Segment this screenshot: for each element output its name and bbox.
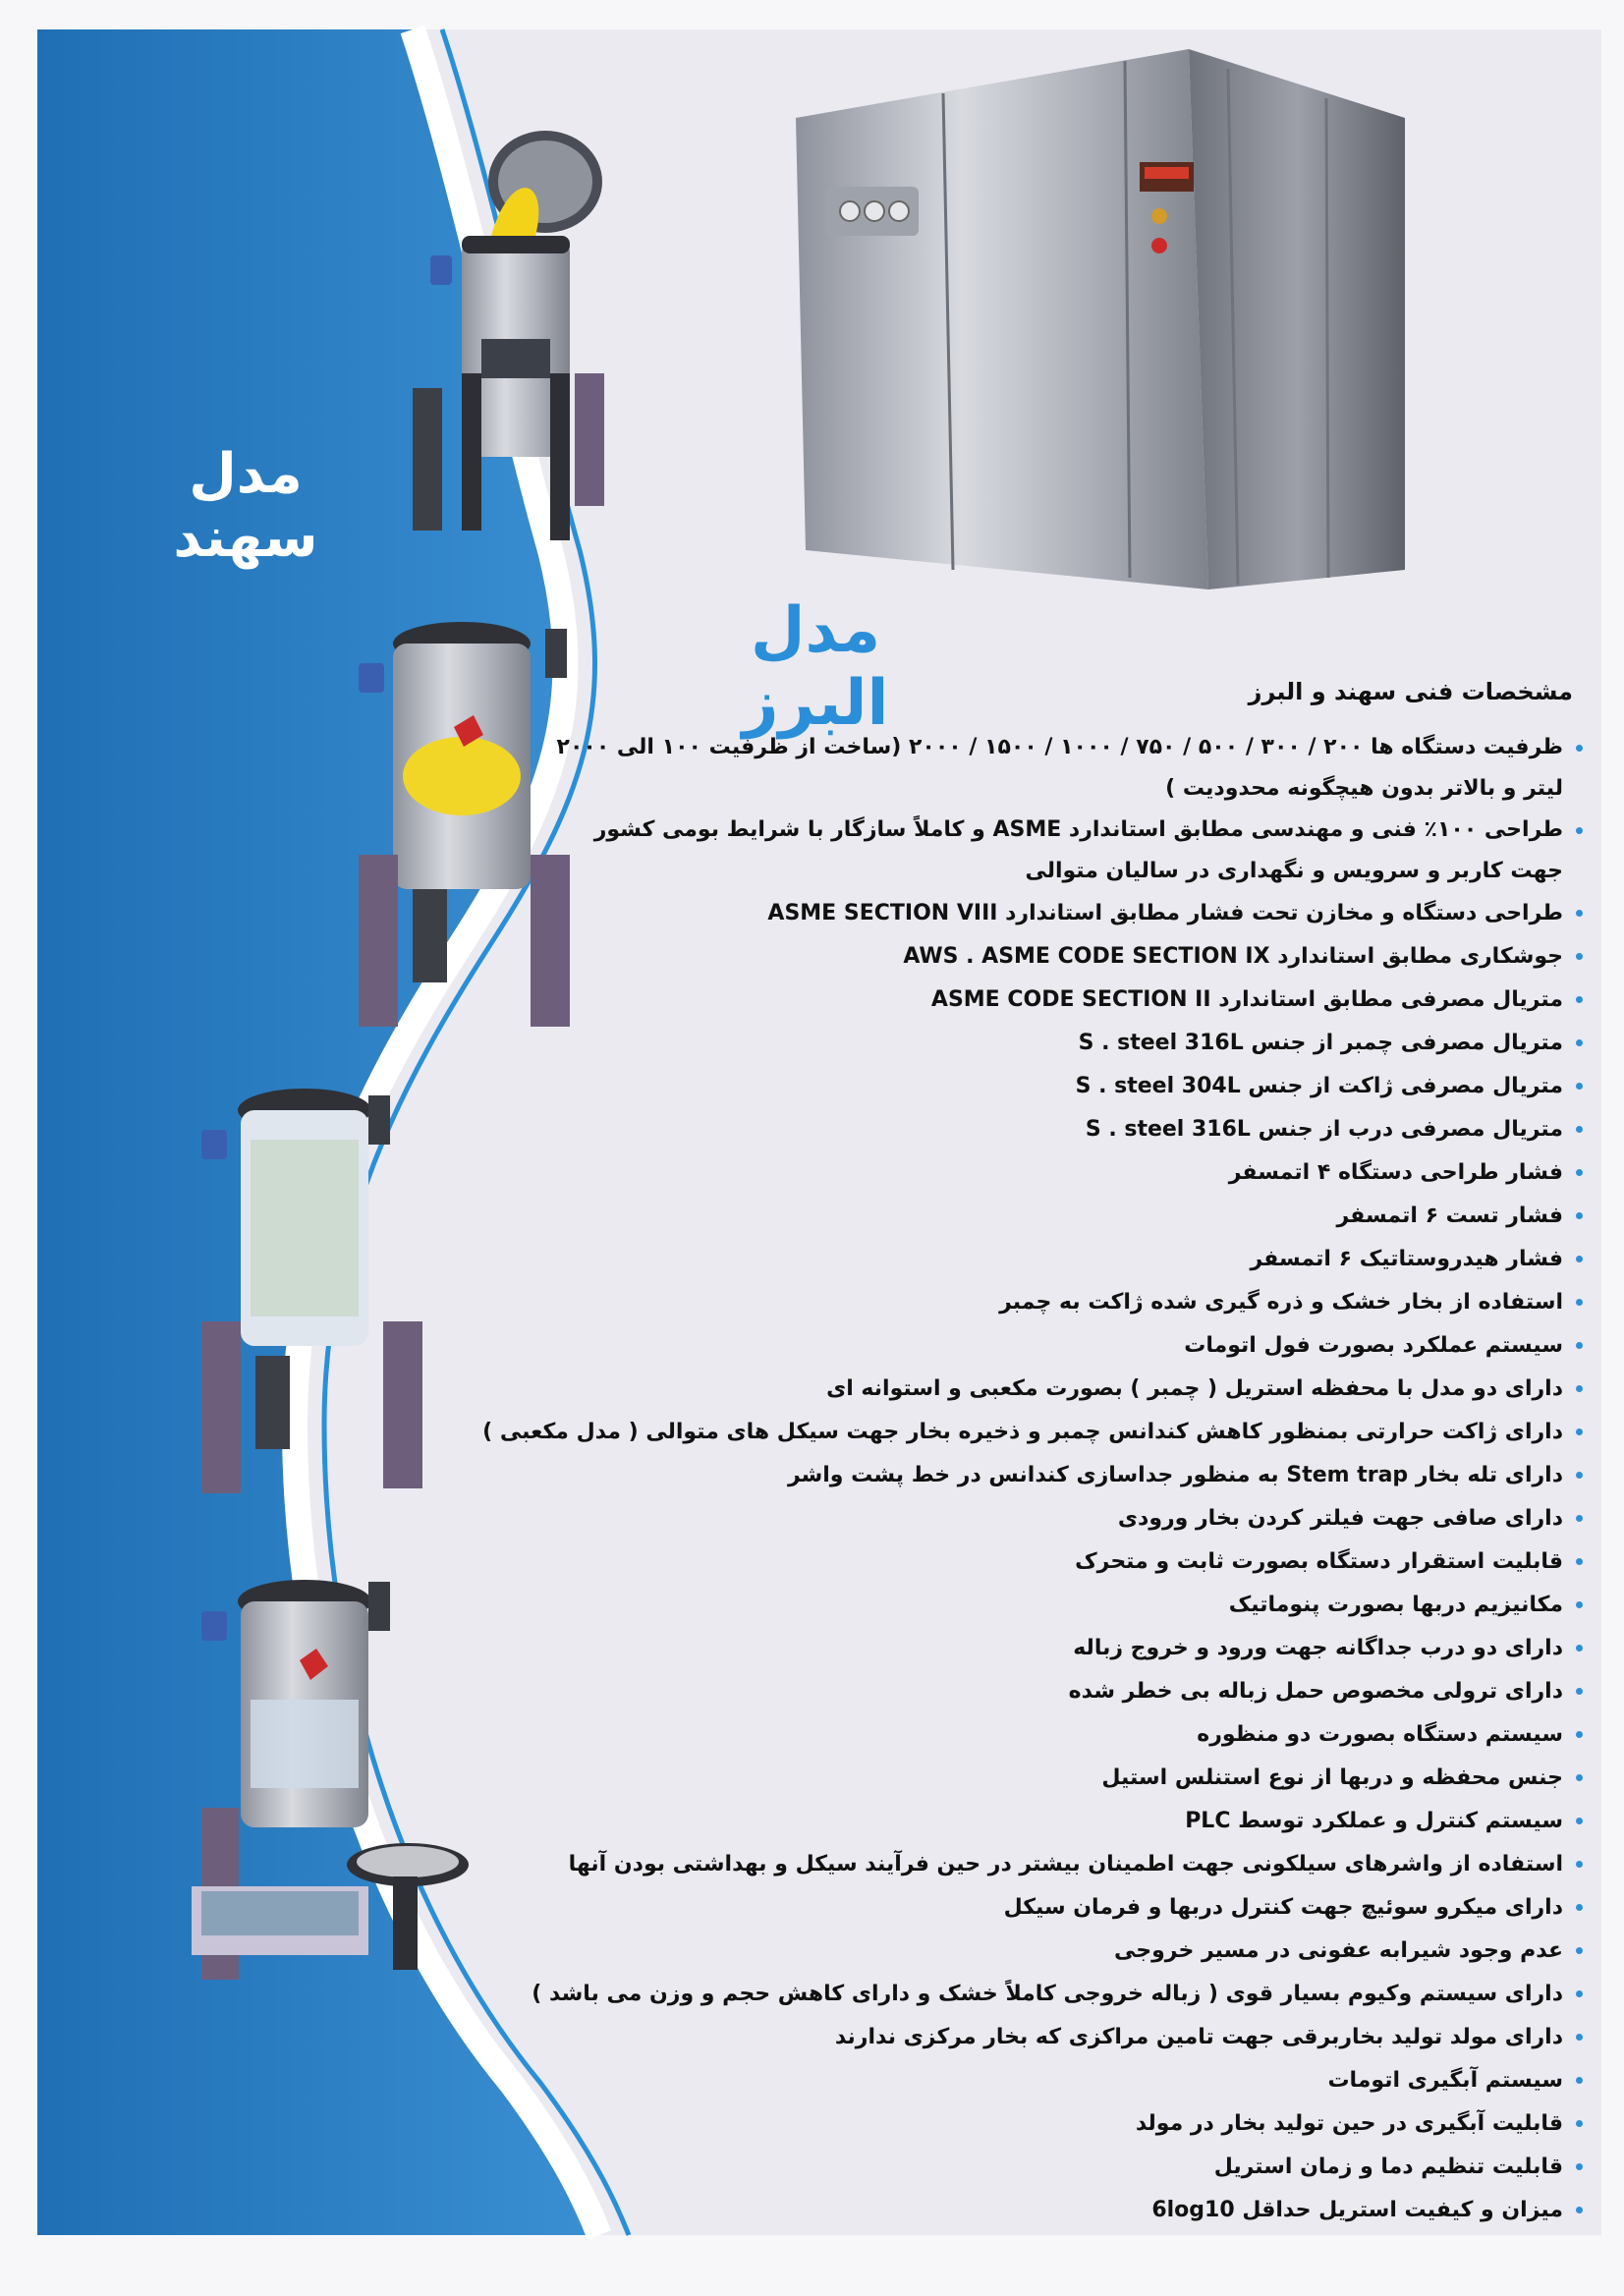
spec-item: متریال مصرفی چمبر از جنس S . steel 316L [543, 1022, 1585, 1065]
spec-item: دارای دو مدل با محفظه استریل ( چمبر ) بصورت مکعبی و استوانه ای [543, 1368, 1585, 1411]
spec-item: سیستم کنترل و عملکرد توسط PLC [543, 1800, 1585, 1843]
spec-item: طراحی دستگاه و مخازن تحت فشار مطابق استاندارد ASME SECTION VIII [543, 892, 1585, 935]
spec-item: دارای میکرو سوئیچ جهت کنترل دربها و فرمان سیکل [543, 1886, 1585, 1930]
title-sahand-model: مدل سهند [173, 442, 318, 570]
spec-item: دارای ترولی مخصوص حمل زباله بی خطر شده [543, 1670, 1585, 1713]
spec-item: متریال مصرفی درب از جنس S . steel 316L [543, 1108, 1585, 1151]
spec-item: دارای صافی جهت فیلتر کردن بخار ورودی [543, 1497, 1585, 1540]
spec-item: دارای ژاکت حرارتی بمنظور کاهش کندانس چمبر و ذخیره بخار جهت سیکل های متوالی ( مدل مکعبی ) [543, 1411, 1585, 1454]
spec-item: طراحی ۱۰۰٪ فنی و مهندسی مطابق استاندارد ASME و کاملاً سازگار با شرایط بومی کشور جهت کاربر و سرویس و نگهداری در سالیان متوالی [543, 810, 1585, 892]
spec-item: دارای دو درب جداگانه جهت ورود و خروج زباله [543, 1627, 1585, 1670]
spec-item: استفاده از واشرهای سیلکونی جهت اطمینان بیشتر در حین فرآیند سیکل و بهداشتی بودن آنها [543, 1843, 1585, 1886]
spec-item: جوشکاری مطابق استاندارد AWS . ASME CODE SECTION IX [543, 935, 1585, 979]
spec-item: میزان و کیفیت استریل حداقل 6log10 [543, 2189, 1585, 2232]
spec-item: فشار هیدروستاتیک ۶ اتمسفر [543, 1238, 1585, 1281]
spec-item: استفاده از بخار خشک و ذره گیری شده ژاکت به چمبر [543, 1281, 1585, 1324]
spec-item: قابلیت تنظیم دما و زمان استریل [543, 2146, 1585, 2189]
spec-item: قابلیت آبگیری در حین تولید بخار در مولد [543, 2102, 1585, 2146]
spec-item: دارای مولد تولید بخاربرقی جهت تامین مراکزی که بخار مرکزی ندارند [543, 2016, 1585, 2059]
spec-item: جنس محفظه و دربها از نوع استنلس استیل [543, 1757, 1585, 1800]
spec-item: مکانیزیم دربها بصورت پنوماتیک [543, 1584, 1585, 1627]
spec-item: عدم وجود شیرابه عفونی در مسیر خروجی [543, 1930, 1585, 1973]
spec-item: فشار طراحی دستگاه ۴ اتمسفر [543, 1151, 1585, 1195]
title-alborz-model: مدل البرز [742, 594, 889, 740]
spec-item: متریال مصرفی ژاکت از جنس S . steel 304L [543, 1065, 1585, 1108]
spec-item: متریال مصرفی مطابق استاندارد ASME CODE SECTION II [543, 979, 1585, 1022]
spec-item: سیستم آبگیری اتومات [543, 2059, 1585, 2102]
spec-item: ظرفیت دستگاه ها ۲۰۰ / ۳۰۰ / ۵۰۰ / ۷۵۰ / ۱۰۰۰ / ۱۵۰۰ / ۲۰۰۰ (ساخت از ظرفیت ۱۰۰ الی ۲۰۰۰ لیتر و بالاتر بدون هیچگونه محدودیت ) [543, 727, 1585, 810]
specs-heading: مشخصات فنی سهند و البرز [1248, 678, 1573, 705]
spec-item: دارای سیستم وکیوم بسیار قوی ( زباله خروجی کاملاً خشک و دارای کاهش حجم و وزن می باشد ) [543, 1973, 1585, 2016]
cabinet-autoclave-image [776, 39, 1405, 629]
specs-list [482, 727, 1585, 2232]
spec-item: قابلیت استقرار دستگاه بصورت ثابت و متحرک [543, 1540, 1585, 1584]
spec-item: فشار تست ۶ اتمسفر [543, 1195, 1585, 1238]
spec-item: دارای تله بخار Stem trap به منظور جداسازی کندانس در خط پشت واشر [543, 1454, 1585, 1497]
spec-item: سیستم دستگاه بصورت دو منظوره [543, 1713, 1585, 1757]
spec-item: سیستم عملکرد بصورت فول اتومات [543, 1324, 1585, 1368]
